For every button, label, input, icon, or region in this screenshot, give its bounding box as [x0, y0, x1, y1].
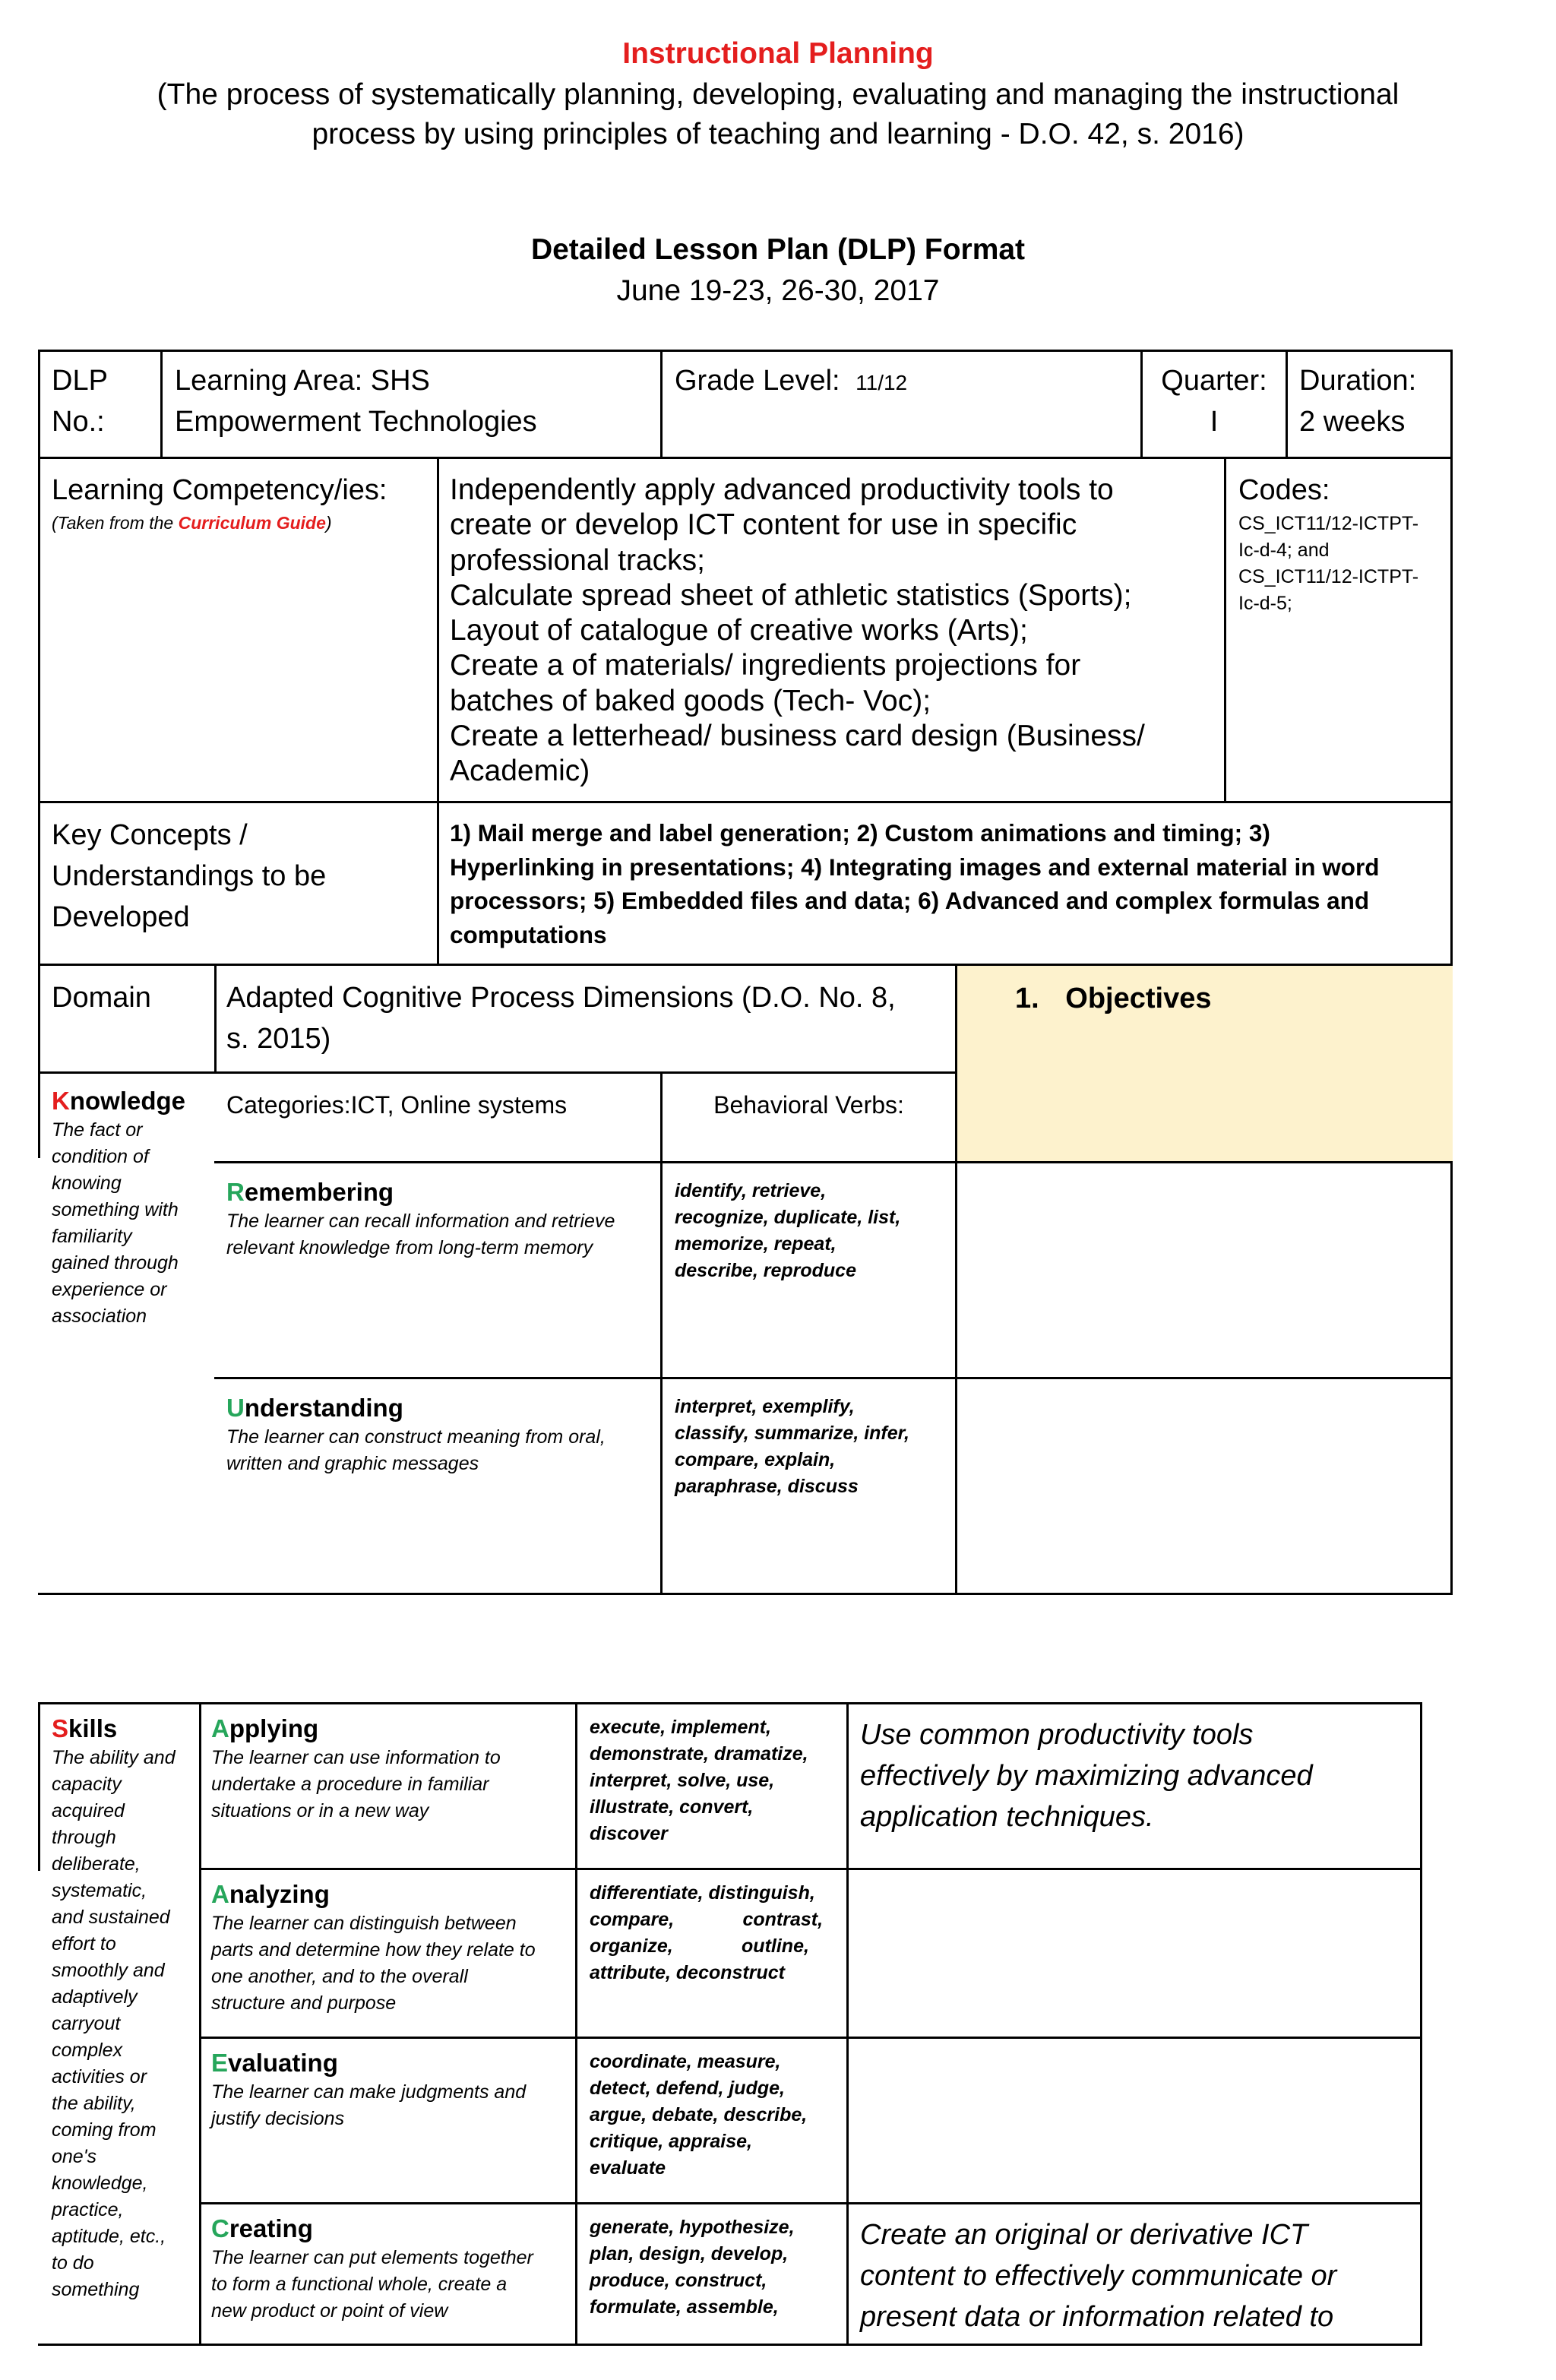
- level-desc-line: The learner can use information to: [211, 1747, 501, 1768]
- knowledge-desc-line: familiarity: [52, 1226, 132, 1247]
- competency-label: Learning Competency/ies:: [52, 474, 387, 506]
- objective-text: [860, 1714, 1415, 1837]
- objectives-label: Objectives: [1065, 983, 1212, 1014]
- codes-cell: [1238, 470, 1444, 617]
- behavioral-verbs: [675, 1178, 948, 1284]
- dlp-no-label: DLP No.:: [52, 365, 108, 438]
- verb-line: organize, outline,: [590, 1935, 809, 1957]
- code-line: CS_ICT11/12-ICTPT-: [1238, 566, 1419, 587]
- skills-desc-line: activities or: [52, 2066, 147, 2087]
- code-line: Ic-d-4; and: [1238, 540, 1330, 561]
- codes-list: [1238, 511, 1444, 617]
- verb-line: formulate, assemble,: [590, 2296, 779, 2318]
- behavioral-verbs: [675, 1394, 948, 1500]
- competency-line: Calculate spread sheet of athletic statistics (Sports);: [450, 578, 1132, 612]
- verb-line: differentiate, distinguish,: [590, 1882, 815, 1904]
- objective-line: effectively by maximizing advanced: [860, 1760, 1313, 1792]
- behavioral-verbs: [590, 1714, 840, 1847]
- key-concepts-label: [52, 815, 432, 938]
- code-line: CS_ICT11/12-ICTPT-: [1238, 513, 1419, 534]
- level-desc-line: justify decisions: [211, 2108, 345, 2129]
- key-concept-line: 1) Mail merge and label generation; 2) Custom animations and timing; 3): [450, 819, 1270, 847]
- cognitive-dimensions: Adapted Cognitive Process Dimensions (D.O. No. 8, s. 2015): [226, 982, 896, 1055]
- format-dates: June 19-23, 26-30, 2017: [616, 274, 940, 307]
- objective-line: content to effectively communicate or: [860, 2260, 1337, 2292]
- level-desc-line: written and graphic messages: [226, 1453, 479, 1474]
- level-desc-line: to form a functional whole, create a: [211, 2274, 508, 2295]
- verb-line: coordinate, measure,: [590, 2051, 781, 2072]
- behavioral-verbs-header: Behavioral Verbs:: [713, 1091, 904, 1119]
- level-desc-line: undertake a procedure in familiar: [211, 1774, 489, 1795]
- key-concept-line: computations: [450, 920, 607, 948]
- behavioral-verbs: [590, 2214, 840, 2321]
- verb-line: paraphrase, discuss: [675, 1476, 859, 1497]
- level-desc-line: The learner can recall information and retrieve: [226, 1211, 615, 1232]
- verb-line: interpret, solve, use,: [590, 1770, 775, 1791]
- verb-line: classify, summarize, infer,: [675, 1423, 909, 1444]
- competency-line: Create a of materials/ ingredients projections for: [450, 649, 1081, 682]
- verb-line: interpret, exemplify,: [675, 1396, 855, 1417]
- verb-line: identify, retrieve,: [675, 1180, 827, 1201]
- code-line: Ic-d-5;: [1238, 593, 1292, 614]
- competency-line: batches of baked goods (Tech- Voc);: [450, 684, 931, 717]
- key-concepts-label-line: Key Concepts /: [52, 819, 248, 851]
- skills-desc-line: capacity: [52, 1774, 122, 1795]
- level-description: [211, 2245, 568, 2325]
- verb-line: argue, debate, describe,: [590, 2104, 808, 2125]
- knowledge-desc-line: knowing: [52, 1173, 122, 1194]
- skills-desc-line: acquired: [52, 1800, 125, 1821]
- level-desc-line: The learner can construct meaning from oral,: [226, 1426, 606, 1448]
- categories-label: Categories:ICT, Online systems: [226, 1091, 568, 1119]
- level-desc-line: parts and determine how they relate to: [211, 1939, 536, 1961]
- grade-level-value: 11/12: [855, 371, 908, 394]
- competency-line: Academic): [450, 755, 590, 788]
- level-desc-line: The learner can distinguish between: [211, 1913, 517, 1934]
- skills-desc-line: to do: [52, 2252, 94, 2274]
- skills-desc-line: smoothly and: [52, 1960, 165, 1981]
- key-concept-line: processors; 5) Embedded files and data; 6) Advanced and complex formulas and: [450, 887, 1370, 914]
- page-subtitle-line1: (The process of systematically planning, developing, evaluating and managing the instructional: [157, 78, 1399, 111]
- skills-desc-line: practice,: [52, 2199, 124, 2220]
- learning-area: Learning Area: SHS Empowerment Technologies: [175, 365, 537, 438]
- page-subtitle-line2: process by using principles of teaching and learning - D.O. 42, s. 2016): [312, 118, 1244, 150]
- level-label-analyzing: Analyzing: [211, 1880, 330, 1908]
- level-desc-line: new product or point of view: [211, 2300, 448, 2321]
- competency-label-cell: [52, 470, 432, 535]
- knowledge-desc-line: experience or: [52, 1279, 167, 1300]
- objective-line: application techniques.: [860, 1801, 1154, 1833]
- objective-line: Use common productivity tools: [860, 1719, 1254, 1751]
- verb-line: attribute, deconstruct: [590, 1962, 785, 1983]
- behavioral-verbs: [590, 2049, 840, 2182]
- domain-label: Domain: [52, 982, 151, 1014]
- skills-desc-line: through: [52, 1827, 116, 1848]
- level-label-remembering: Remembering: [226, 1178, 394, 1206]
- level-description: [211, 1910, 568, 2017]
- key-concepts-label-line: Developed: [52, 901, 190, 933]
- key-concepts-label-line: Understandings to be: [52, 860, 327, 892]
- skills-domain: [52, 1713, 196, 2303]
- verb-line: plan, design, develop,: [590, 2243, 789, 2264]
- objective-line: Create an original or derivative ICT: [860, 2219, 1308, 2251]
- level-desc-line: The learner can make judgments and: [211, 2081, 527, 2103]
- verb-line: critique, appraise,: [590, 2131, 752, 2152]
- key-concept-line: Hyperlinking in presentations; 4) Integrating images and external material in word: [450, 853, 1380, 881]
- level-description: [211, 2079, 568, 2132]
- level-desc-line: one another, and to the overall: [211, 1966, 468, 1987]
- objectives-number: 1.: [1015, 983, 1039, 1014]
- knowledge-label: Knowledge: [52, 1087, 186, 1115]
- competency-text: [450, 473, 1221, 790]
- skills-description: [52, 1745, 196, 2303]
- duration: Duration: 2 weeks: [1299, 365, 1417, 438]
- curriculum-guide-link: Curriculum Guide: [178, 513, 326, 533]
- skills-desc-line: aptitude, etc.,: [52, 2226, 166, 2247]
- competency-line: Create a letterhead/ business card design (Business/: [450, 720, 1145, 753]
- level-description: [211, 1745, 568, 1825]
- skills-desc-line: one's: [52, 2146, 96, 2167]
- key-concepts-text: [450, 816, 1447, 951]
- competency-line: Layout of catalogue of creative works (Arts);: [450, 614, 1028, 647]
- format-title: Detailed Lesson Plan (DLP) Format: [530, 233, 1026, 266]
- level-desc-line: The learner can put elements together: [211, 2247, 533, 2268]
- skills-desc-line: the ability,: [52, 2093, 136, 2114]
- skills-desc-line: complex: [52, 2040, 123, 2061]
- verb-line: detect, defend, judge,: [590, 2078, 785, 2099]
- level-desc-line: relevant knowledge from long-term memory: [226, 1237, 593, 1258]
- verb-line: demonstrate, dramatize,: [590, 1743, 808, 1764]
- skills-desc-line: systematic,: [52, 1880, 147, 1901]
- level-label-creating: Creating: [211, 2214, 313, 2242]
- skills-desc-line: coming from: [52, 2119, 157, 2141]
- level-label-evaluating: Evaluating: [211, 2049, 338, 2077]
- level-desc-line: situations or in a new way: [211, 1800, 429, 1821]
- verb-line: describe, reproduce: [675, 1260, 856, 1281]
- knowledge-desc-line: association: [52, 1306, 147, 1327]
- verb-line: produce, construct,: [590, 2270, 767, 2291]
- skills-desc-line: something: [52, 2279, 140, 2300]
- skills-desc-line: deliberate,: [52, 1853, 141, 1875]
- knowledge-desc-line: gained through: [52, 1252, 179, 1274]
- behavioral-verbs: [590, 1880, 840, 1986]
- competency-line: professional tracks;: [450, 543, 705, 577]
- level-description: [226, 1424, 652, 1477]
- verb-line: execute, implement,: [590, 1717, 771, 1738]
- knowledge-desc-line: The fact or: [52, 1119, 143, 1141]
- verb-line: generate, hypothesize,: [590, 2217, 795, 2238]
- verb-line: compare, contrast,: [590, 1909, 824, 1930]
- codes-label: Codes:: [1238, 474, 1330, 506]
- page-title: Instructional Planning: [622, 37, 934, 70]
- level-desc-line: structure and purpose: [211, 1992, 397, 2014]
- objective-text: [860, 2214, 1415, 2337]
- knowledge-desc-line: condition of: [52, 1146, 149, 1167]
- knowledge-desc-line: something with: [52, 1199, 179, 1220]
- knowledge-description: [52, 1117, 211, 1330]
- verb-line: illustrate, convert,: [590, 1796, 754, 1818]
- objectives-header: [957, 966, 1453, 1161]
- competency-line: create or develop ICT content for use in specific: [450, 508, 1077, 542]
- objective-line: present data or information related to: [860, 2301, 1334, 2333]
- knowledge-domain: [52, 1085, 211, 1330]
- competency-note: (Taken from the Curriculum Guide): [52, 513, 332, 533]
- skills-desc-line: effort to: [52, 1933, 116, 1954]
- competency-line: Independently apply advanced productivity tools to: [450, 473, 1114, 506]
- verb-line: evaluate: [590, 2157, 666, 2179]
- skills-desc-line: carryout: [52, 2013, 121, 2034]
- verb-line: compare, explain,: [675, 1449, 836, 1470]
- skills-desc-line: knowledge,: [52, 2173, 148, 2194]
- level-label-applying: Applying: [211, 1714, 319, 1742]
- grade-level: Grade Level: 11/12: [675, 365, 908, 397]
- skills-label: Skills: [52, 1714, 118, 1742]
- level-label-understanding: Understanding: [226, 1394, 403, 1422]
- verb-line: recognize, duplicate, list,: [675, 1207, 901, 1228]
- skills-desc-line: and sustained: [52, 1907, 170, 1928]
- quarter: Quarter: I: [1161, 365, 1267, 438]
- skills-desc-line: The ability and: [52, 1747, 176, 1768]
- skills-desc-line: adaptively: [52, 1986, 138, 2008]
- level-description: [226, 1208, 652, 1261]
- verb-line: discover: [590, 1823, 668, 1844]
- verb-line: memorize, repeat,: [675, 1233, 837, 1255]
